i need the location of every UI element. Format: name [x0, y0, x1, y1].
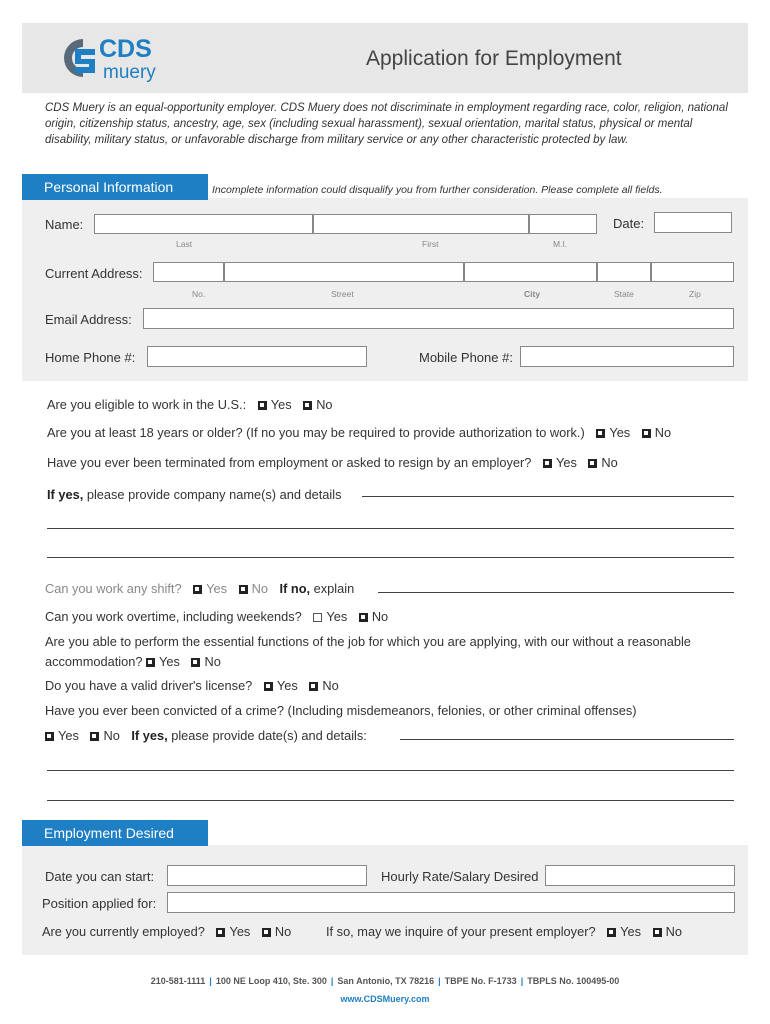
question-eligible-text: Are you eligible to work in the U.S.: — [47, 397, 247, 412]
no-label: No — [371, 609, 389, 624]
question-age18-text: Are you at least 18 years or older? (If no you may be required to provide authorization to work.) — [47, 425, 585, 440]
rate-label: Hourly Rate/Salary Desired — [381, 869, 539, 884]
question-license-text: Do you have a valid driver's license? — [45, 678, 253, 693]
footer-tbpe: TBPE No. F-1733 — [444, 976, 517, 986]
sub-zip: Zip — [689, 289, 701, 299]
footer-tbpls: TBPLS No. 100495-00 — [527, 976, 620, 986]
age18-no-option[interactable] — [642, 425, 671, 440]
crime-details-line-1[interactable] — [400, 739, 734, 740]
ifno-explain-label — [280, 581, 355, 596]
checkbox-icon[interactable] — [313, 613, 322, 622]
no-label: No — [601, 455, 618, 470]
eeo-statement: CDS Muery is an equal-opportunity employer. CDS Muery does not discriminate in employment regarding race, color, religion, national origin, citizenship status, ancestry, age, sex (including sexual harassment), sexual orientation, marital status, physical or mental disability, military status, or unfavorable discharge from military service or any other characteristic protected by law. — [45, 102, 728, 146]
employed-yes-option[interactable] — [216, 924, 250, 939]
inquire-no-option[interactable] — [653, 924, 682, 939]
incomplete-note: Incomplete information could disqualify you from further consideration. Please complete all fields. — [212, 184, 663, 196]
question-terminated — [47, 455, 618, 470]
checkbox-icon[interactable] — [543, 459, 552, 468]
question-shift-text: Can you work any shift? — [45, 581, 182, 596]
position-input[interactable] — [167, 892, 735, 913]
yes-label: Yes — [229, 924, 251, 939]
checkbox-icon[interactable] — [258, 401, 267, 410]
question-essential-line1: Are you able to perform the essential functions of the job for which you are applying, with our without a reasonable — [45, 634, 691, 649]
checkbox-icon[interactable] — [596, 429, 605, 438]
question-inquire — [326, 924, 682, 939]
no-label: No — [103, 728, 120, 743]
company-details-line-3[interactable] — [47, 557, 734, 558]
crime-answer-row — [45, 728, 367, 743]
address-city-input[interactable] — [464, 262, 597, 282]
ifno-explain-text: explain — [313, 581, 355, 596]
start-date-input[interactable] — [167, 865, 367, 886]
yes-label: Yes — [270, 397, 292, 412]
checkbox-icon[interactable] — [239, 585, 248, 594]
license-yes-option[interactable] — [264, 678, 298, 693]
first-name-input[interactable] — [313, 214, 529, 234]
eligible-yes-option[interactable] — [258, 397, 292, 412]
checkbox-icon[interactable] — [216, 928, 225, 937]
address-zip-input[interactable] — [651, 262, 734, 282]
question-overtime-text: Can you work overtime, including weekends? — [45, 609, 302, 624]
age18-yes-option[interactable] — [596, 425, 630, 440]
inquire-text: If so, may we inquire of your present employer? — [326, 924, 596, 939]
start-date-label: Date you can start: — [45, 869, 155, 884]
question-shift — [45, 581, 354, 596]
logo-text-cds: CDS — [99, 35, 152, 63]
yes-label: Yes — [58, 728, 79, 743]
page-title: Application for Employment — [366, 47, 622, 70]
checkbox-icon[interactable] — [191, 658, 200, 667]
ifyes-company-text: please provide company name(s) and details — [86, 487, 342, 502]
no-label: No — [274, 924, 292, 939]
address-label: Current Address: — [45, 266, 143, 281]
crime-details-line-3[interactable] — [47, 800, 734, 801]
ifyes-bold: If yes, — [47, 487, 84, 502]
ifno-bold: If no, — [279, 581, 311, 596]
crime-details-line-2[interactable] — [47, 770, 734, 771]
yes-label: Yes — [206, 581, 228, 596]
section-employment-desired: Employment Desired — [22, 820, 208, 846]
address-street-input[interactable] — [224, 262, 464, 282]
license-no-option[interactable] — [309, 678, 338, 693]
footer-address: 100 NE Loop 410, Ste. 300 — [215, 976, 327, 986]
question-eligible — [47, 397, 333, 412]
checkbox-icon[interactable] — [359, 613, 368, 622]
home-phone-label: Home Phone #: — [45, 350, 136, 365]
sub-first: First — [422, 239, 439, 249]
checkbox-icon[interactable] — [588, 459, 597, 468]
checkbox-icon[interactable] — [90, 732, 99, 741]
section-personal-information: Personal Information — [22, 174, 208, 200]
home-phone-input[interactable] — [147, 346, 367, 367]
cds-muery-logo — [55, 33, 195, 83]
ifyes-dates-label — [131, 728, 366, 743]
question-essential-text: accommodation? — [45, 654, 143, 669]
checkbox-icon[interactable] — [653, 928, 662, 937]
shift-no-option[interactable] — [239, 581, 268, 596]
sub-mi: M.I. — [553, 239, 568, 249]
question-license — [45, 678, 339, 693]
mobile-phone-label: Mobile Phone #: — [419, 350, 513, 365]
shift-explain-line[interactable] — [378, 592, 734, 593]
overtime-yes-option[interactable] — [313, 609, 347, 624]
checkbox-icon[interactable] — [262, 928, 271, 937]
no-label: No — [316, 397, 333, 412]
yes-label: Yes — [555, 455, 577, 470]
shift-yes-option[interactable] — [193, 581, 227, 596]
question-age18 — [47, 425, 671, 440]
yes-label: Yes — [326, 609, 348, 624]
company-details-line-2[interactable] — [47, 528, 734, 529]
last-name-input[interactable] — [94, 214, 313, 234]
yes-label: Yes — [609, 425, 631, 440]
position-label: Position applied for: — [42, 896, 157, 911]
ifyes-company-label — [47, 487, 342, 502]
sub-state: State — [614, 289, 634, 299]
no-label: No — [665, 924, 682, 939]
crime-yes-option[interactable] — [45, 728, 79, 743]
checkbox-icon[interactable] — [303, 401, 312, 410]
checkbox-icon[interactable] — [642, 429, 651, 438]
ifyes-dates-text: please provide date(s) and details: — [171, 728, 367, 743]
question-terminated-text: Have you ever been terminated from employment or asked to resign by an employer? — [47, 455, 532, 470]
footer-url[interactable]: www.CDSMuery.com — [340, 994, 430, 1004]
ifyes-bold: If yes, — [131, 728, 168, 743]
inquire-yes-option[interactable] — [607, 924, 641, 939]
no-label: No — [654, 425, 672, 440]
logo-text-muery: muery — [103, 62, 156, 83]
terminated-yes-option[interactable] — [543, 455, 577, 470]
sub-city: City — [524, 289, 541, 299]
question-overtime — [45, 609, 388, 624]
yes-label: Yes — [159, 654, 180, 669]
essential-yes-option[interactable] — [146, 654, 180, 669]
checkbox-icon[interactable] — [309, 682, 318, 691]
question-essential-line2 — [45, 654, 221, 669]
sub-last: Last — [176, 239, 193, 249]
question-crime: Have you ever been convicted of a crime? (Including misdemeanors, felonies, or other criminal offenses) — [45, 703, 637, 718]
sub-no: No. — [192, 289, 206, 299]
middle-initial-input[interactable] — [529, 214, 597, 234]
eligible-no-option[interactable] — [303, 397, 332, 412]
email-input[interactable] — [143, 308, 734, 329]
sub-street: Street — [331, 289, 354, 299]
checkbox-icon[interactable] — [146, 658, 155, 667]
company-details-line-1[interactable] — [362, 496, 734, 497]
mobile-phone-input[interactable] — [520, 346, 734, 367]
no-label: No — [204, 654, 221, 669]
footer-contact: 210-581-1111 | 100 NE Loop 410, Ste. 300 | San Antonio, TX 78216 | TBPE No. F-1733 | TBPLS No. 100495-00 — [150, 976, 620, 986]
date-input[interactable] — [654, 212, 732, 233]
crime-no-option[interactable] — [90, 728, 119, 743]
footer-phone: 210-581-1111 — [150, 976, 206, 986]
no-label: No — [251, 581, 268, 596]
checkbox-icon[interactable] — [193, 585, 202, 594]
checkbox-icon[interactable] — [264, 682, 273, 691]
currently-employed-text: Are you currently employed? — [42, 924, 205, 939]
footer-city: San Antonio, TX 78216 — [337, 976, 435, 986]
name-label: Name: — [45, 217, 84, 232]
address-no-input[interactable] — [153, 262, 224, 282]
rate-input[interactable] — [545, 865, 735, 886]
terminated-no-option[interactable] — [588, 455, 617, 470]
essential-no-option[interactable] — [191, 654, 220, 669]
yes-label: Yes — [620, 924, 642, 939]
checkbox-icon[interactable] — [607, 928, 616, 937]
overtime-no-option[interactable] — [359, 609, 388, 624]
date-label: Date: — [613, 216, 645, 231]
address-state-input[interactable] — [597, 262, 651, 282]
question-currently-employed — [42, 924, 291, 939]
yes-label: Yes — [276, 678, 298, 693]
email-label: Email Address: — [45, 312, 132, 327]
checkbox-icon[interactable] — [45, 732, 54, 741]
employed-no-option[interactable] — [262, 924, 291, 939]
no-label: No — [322, 678, 339, 693]
